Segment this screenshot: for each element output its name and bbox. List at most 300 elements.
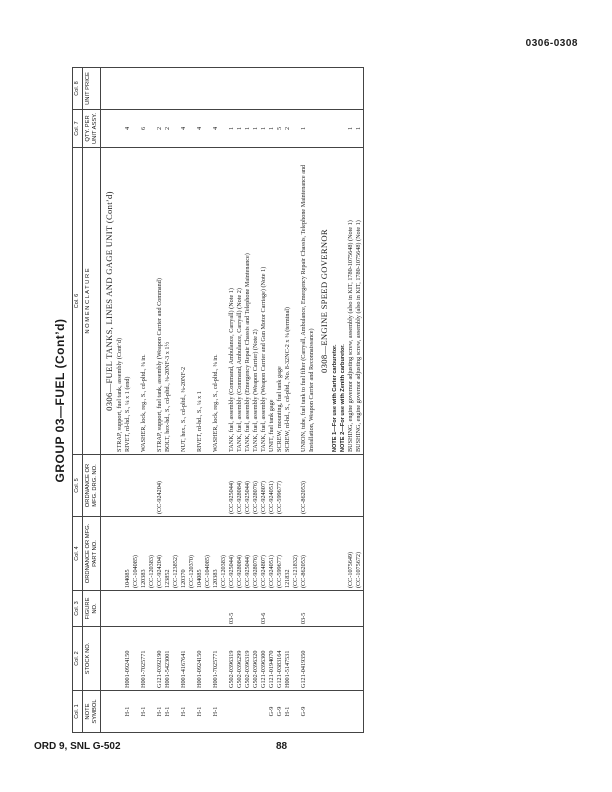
figure-no (212, 591, 220, 627)
stock-no (172, 627, 180, 691)
nomenclature (284, 148, 292, 455)
figure-no (156, 591, 164, 627)
unit-price (188, 68, 196, 110)
drawing-no: (CC-924051) (268, 455, 276, 517)
nomenclature (140, 148, 148, 455)
item-description: TANK, fuel, assembly (Weapon Carrier and Gun Motor Carriage) (Note 1) (260, 266, 267, 452)
figure-no (188, 591, 196, 627)
drawing-no (316, 455, 331, 517)
stock-no (204, 627, 212, 691)
stock-no: G502-0396320 (252, 627, 260, 691)
table-row (244, 68, 252, 733)
unit-price (300, 68, 316, 110)
unit-price (260, 68, 268, 110)
note-symbol: H-1 (284, 691, 292, 733)
drawing-no (124, 455, 132, 517)
quantity: 1 (236, 110, 244, 148)
table-row (140, 68, 148, 733)
note-symbol (220, 691, 228, 733)
section-heading: 0308—ENGINE SPEED GOVERNOR (319, 229, 329, 373)
stock-no: G502-0396319 (244, 627, 252, 691)
note-symbol: G-9 (300, 691, 316, 733)
figure-no (204, 591, 212, 627)
part-no: 104085 (196, 517, 204, 591)
quantity: 1 (355, 110, 364, 148)
note-symbol: G-9 (276, 691, 284, 733)
note-symbol (132, 691, 140, 733)
drawing-no (101, 455, 117, 517)
note-symbol (331, 691, 339, 733)
unit-price (228, 68, 236, 110)
note-row (331, 68, 339, 733)
note-symbol (244, 691, 252, 733)
item-description: BOLT, hex-hd., S., cd-pltd., ⅜-20NF-3 x 1½ (164, 341, 171, 452)
note-symbol: H-1 (164, 691, 172, 733)
unit-price (355, 68, 364, 110)
column-header-1 (73, 691, 101, 733)
note-symbol (347, 691, 355, 733)
part-no (316, 517, 331, 591)
drawing-no (172, 455, 180, 517)
table-row (116, 68, 124, 733)
quantity (204, 110, 212, 148)
stock-no: H001-5147531 (284, 627, 292, 691)
nomenclature (228, 148, 236, 455)
column-label: N O M E N C L A T U R E (85, 268, 91, 334)
drawing-no (204, 455, 212, 517)
table-row (252, 68, 260, 733)
unit-price (164, 68, 172, 110)
stock-no: H001-4167641 (180, 627, 188, 691)
quantity (101, 110, 117, 148)
nomenclature (300, 148, 316, 455)
quantity (292, 110, 300, 148)
section-row (101, 68, 117, 733)
drawing-no (212, 455, 220, 517)
figure-no (339, 591, 347, 627)
figure-no (140, 591, 148, 627)
drawing-no (116, 455, 124, 517)
part-no: (CC-120383) (148, 517, 156, 591)
part-no: 121832 (284, 517, 292, 591)
drawing-no (140, 455, 148, 517)
nomenclature (292, 148, 300, 455)
drawing-no: (CC-924204) (156, 455, 164, 517)
item-description: TANK, fuel, assembly (Emergency Repair Chassis and Telephone Maintenance) (244, 253, 251, 452)
quantity (220, 110, 228, 148)
figure-no (101, 591, 117, 627)
quantity: 1 (347, 110, 355, 148)
column-header-8 (73, 68, 101, 110)
part-no (101, 517, 117, 591)
unit-price (116, 68, 124, 110)
column-label: UNIT PRICE (85, 72, 91, 105)
figure-no (252, 591, 260, 627)
part-no: (CC-1075672) (355, 517, 364, 591)
column-number: Col. 8 (74, 68, 83, 109)
part-no: (CC-862053) (300, 517, 316, 591)
figure-no (148, 591, 156, 627)
table-row (220, 68, 228, 733)
part-no (339, 517, 347, 591)
column-header-2 (73, 627, 101, 691)
drawing-no (188, 455, 196, 517)
note-symbol (260, 691, 268, 733)
item-description: WASHER, lock, reg., S., cd-pltd., ⅜ in. (212, 354, 219, 452)
nomenclature (148, 148, 156, 455)
rotated-page-content (52, 68, 586, 733)
note-text: NOTE 2—For use with Zenith carburetor. (340, 344, 346, 452)
unit-price (268, 68, 276, 110)
part-no (331, 517, 339, 591)
drawing-no: (CC-599677) (276, 455, 284, 517)
note-symbol (172, 691, 180, 733)
quantity: 1 (260, 110, 268, 148)
nomenclature (260, 148, 268, 455)
note-symbol: G-9 (268, 691, 276, 733)
item-description: BUSHING, engine governor adjusting screw, assembly (also in KIT, 1780-1075648) (Note 1) (347, 220, 354, 452)
note-symbol (252, 691, 260, 733)
table-row (292, 68, 300, 733)
nomenclature (204, 148, 212, 455)
column-label: STOCK NO. (85, 642, 91, 675)
drawing-no (347, 455, 355, 517)
note-symbol: H-1 (140, 691, 148, 733)
figure-no (132, 591, 140, 627)
table-row (276, 68, 284, 733)
part-no: (CC-924051) (268, 517, 276, 591)
unit-price (124, 68, 132, 110)
unit-price (196, 68, 204, 110)
table-body (101, 68, 364, 733)
stock-no: G502-0396319 (228, 627, 236, 691)
drawing-no (180, 455, 188, 517)
quantity: 1 (252, 110, 260, 148)
table-row (148, 68, 156, 733)
page-code: 0306-0308 (525, 38, 578, 49)
stock-no (132, 627, 140, 691)
item-description: SCREW, rd-hd., S., cd-pltd., No. 8-32NC-2 x ⅜ (terminal) (284, 307, 291, 452)
quantity: 2 (156, 110, 164, 148)
unit-price (148, 68, 156, 110)
nomenclature (339, 148, 347, 455)
column-label: FIGURE NO. (85, 597, 98, 620)
table-row (284, 68, 292, 733)
part-no: (CC-924204) (156, 517, 164, 591)
part-no: (CC-599677) (276, 517, 284, 591)
unit-price (331, 68, 339, 110)
figure-no (220, 591, 228, 627)
quantity: 4 (124, 110, 132, 148)
nomenclature (220, 148, 228, 455)
table-row (300, 68, 316, 733)
figure-no: 03-5 (228, 591, 236, 627)
stock-no (220, 627, 228, 691)
item-description: WASHER, lock, reg., S., cd-pltd., ⅜ in. (140, 354, 147, 452)
note-symbol (316, 691, 331, 733)
drawing-no (331, 455, 339, 517)
unit-price (140, 68, 148, 110)
note-symbol: H-1 (212, 691, 220, 733)
quantity (188, 110, 196, 148)
unit-price (220, 68, 228, 110)
nomenclature (116, 148, 124, 455)
figure-no (268, 591, 276, 627)
part-no: (CC-104085) (132, 517, 140, 591)
nomenclature (355, 148, 364, 455)
figure-no (116, 591, 124, 627)
figure-no (196, 591, 204, 627)
publication-id: ORD 9, SNL G-502 (34, 741, 121, 752)
stock-no: H001-7025771 (140, 627, 148, 691)
figure-no (347, 591, 355, 627)
unit-price (292, 68, 300, 110)
unit-price (101, 68, 117, 110)
nomenclature (316, 148, 331, 455)
header-row (73, 68, 101, 733)
table-row (204, 68, 212, 733)
column-header-4 (73, 517, 101, 591)
table-row (164, 68, 172, 733)
column-label: ORDNANCE OR MFG. DRG. NO. (85, 463, 98, 508)
item-description: TANK, fuel, assembly (Weapon Carrier) (Note 2) (252, 329, 259, 452)
part-no: (CC-928084) (236, 517, 244, 591)
unit-price (236, 68, 244, 110)
table-row (132, 68, 140, 733)
figure-no: 03-6 (260, 591, 268, 627)
stock-no: G121-0392190 (156, 627, 164, 691)
part-no: (CC-104085) (204, 517, 212, 591)
stock-no: G121-0419350 (300, 627, 316, 691)
quantity: 5 (276, 110, 284, 148)
column-number: Col. 4 (74, 517, 83, 590)
nomenclature (212, 148, 220, 455)
part-no: (CC-121832) (292, 517, 300, 591)
quantity: 4 (196, 110, 204, 148)
nomenclature (236, 148, 244, 455)
part-no: (CC-925044) (244, 517, 252, 591)
table-row (212, 68, 220, 733)
quantity (331, 110, 339, 148)
drawing-no (284, 455, 292, 517)
drawing-no (220, 455, 228, 517)
figure-no (292, 591, 300, 627)
unit-price (132, 68, 140, 110)
quantity (132, 110, 140, 148)
unit-price (276, 68, 284, 110)
nomenclature (188, 148, 196, 455)
unit-price (339, 68, 347, 110)
unit-price (172, 68, 180, 110)
item-description: RIVET, rd-hd., S., ¼ x 1 (end) (124, 376, 131, 452)
quantity: 1 (228, 110, 236, 148)
column-label: ORDNANCE OR MFG. PART NO. (85, 523, 98, 584)
quantity: 1 (244, 110, 252, 148)
table-row (172, 68, 180, 733)
stock-no (188, 627, 196, 691)
quantity: 6 (140, 110, 148, 148)
part-no: (CC-120383) (220, 517, 228, 591)
part-no: (CC-925044) (228, 517, 236, 591)
table-row (355, 68, 364, 733)
table-row (196, 68, 204, 733)
nomenclature (124, 148, 132, 455)
item-description: TANK, fuel, assembly (Command, Ambulance, Carryall) (Note 1) (228, 288, 235, 452)
nomenclature (331, 148, 339, 455)
quantity (316, 110, 331, 148)
note-symbol (101, 691, 117, 733)
drawing-no (292, 455, 300, 517)
stock-no (347, 627, 355, 691)
column-label: QTY. PER UNIT ASSY. (85, 112, 98, 145)
stock-no: H001-0924150 (196, 627, 204, 691)
table-row (236, 68, 244, 733)
part-no: 120370 (180, 517, 188, 591)
unit-price (244, 68, 252, 110)
table-row (180, 68, 188, 733)
nomenclature (268, 148, 276, 455)
item-description: UNION, tube, fuel tank to fuel filter (Carryall, Ambulance, Emergency Repair Chassis, Telephone Maintenance and Installation, Weapon Carrier and Reconnaissance) (300, 164, 315, 452)
part-no (116, 517, 124, 591)
quantity: 4 (212, 110, 220, 148)
drawing-no (339, 455, 347, 517)
note-symbol (148, 691, 156, 733)
drawing-no (355, 455, 364, 517)
figure-no (276, 591, 284, 627)
drawing-no: (CC-925044) (228, 455, 236, 517)
nomenclature (276, 148, 284, 455)
part-no: (CC-123852) (172, 517, 180, 591)
nomenclature (101, 148, 117, 455)
unit-price (316, 68, 331, 110)
note-text: NOTE 1—For use with Carter carburetor. (332, 344, 338, 452)
stock-no: H001-0924150 (124, 627, 132, 691)
stock-no: H001-5423001 (164, 627, 172, 691)
nomenclature (156, 148, 164, 455)
nomenclature (172, 148, 180, 455)
column-label: NOTE SYMBOL (85, 699, 98, 724)
figure-no (180, 591, 188, 627)
figure-no (331, 591, 339, 627)
section-heading: 0306—FUEL TANKS, LINES AND GAGE UNIT (Cont’d) (104, 191, 114, 411)
section-row (316, 68, 331, 733)
figure-no (355, 591, 364, 627)
quantity (339, 110, 347, 148)
drawing-no: (CC-862053) (300, 455, 316, 517)
unit-price (252, 68, 260, 110)
unit-price (212, 68, 220, 110)
stock-no (116, 627, 124, 691)
stock-no (148, 627, 156, 691)
nomenclature (196, 148, 204, 455)
column-number: Col. 2 (74, 627, 83, 690)
stock-no (339, 627, 347, 691)
item-description: BUSHING, engine governor adjusting screw, assembly (also in KIT, 1780-1075648) (Note 1) (355, 220, 362, 452)
note-symbol (292, 691, 300, 733)
quantity (116, 110, 124, 148)
item-description: NUT, hex., S., cd-pltd., ⅜-20NF-2 (180, 366, 187, 452)
stock-no (292, 627, 300, 691)
nomenclature (252, 148, 260, 455)
nomenclature (164, 148, 172, 455)
table-row (188, 68, 196, 733)
figure-no (316, 591, 331, 627)
table-row (268, 68, 276, 733)
figure-no: 03-5 (300, 591, 316, 627)
drawing-no (196, 455, 204, 517)
nomenclature (132, 148, 140, 455)
parts-list-table (72, 67, 364, 733)
column-number: Col. 3 (74, 591, 83, 626)
nomenclature (180, 148, 188, 455)
item-description: RIVET, rd-hd., S., ¼ x 1 (196, 391, 203, 452)
table-row (124, 68, 132, 733)
table-row (260, 68, 268, 733)
quantity: 2 (284, 110, 292, 148)
note-symbol: H-1 (124, 691, 132, 733)
item-description: UNIT, fuel tank gage (268, 399, 275, 452)
note-symbol (188, 691, 196, 733)
column-number: Col. 6 (74, 148, 83, 454)
quantity (172, 110, 180, 148)
figure-no (244, 591, 252, 627)
column-number: Col. 5 (74, 455, 83, 516)
note-symbol (339, 691, 347, 733)
note-symbol: H-1 (180, 691, 188, 733)
unit-price (347, 68, 355, 110)
item-description: STRAP, support, fuel tank, assembly (Weapon Carrier and Command) (156, 278, 163, 452)
unit-price (284, 68, 292, 110)
table-row (347, 68, 355, 733)
part-no: (CC-928076) (252, 517, 260, 591)
part-no: (CC-1075649) (347, 517, 355, 591)
column-header-7 (73, 110, 101, 148)
drawing-no: (CC-928084) (236, 455, 244, 517)
item-description: SCREW, mounting, fuel tank gage (276, 366, 283, 452)
drawing-no (164, 455, 172, 517)
figure-no (164, 591, 172, 627)
figure-no (124, 591, 132, 627)
table-row (228, 68, 236, 733)
figure-no (284, 591, 292, 627)
note-row (339, 68, 347, 733)
note-symbol (116, 691, 124, 733)
figure-no (236, 591, 244, 627)
quantity: 1 (268, 110, 276, 148)
part-no: 120383 (212, 517, 220, 591)
part-no: 120383 (140, 517, 148, 591)
item-description: STRAP, support, fuel tank, assembly (Cont’d) (116, 337, 123, 452)
quantity: 1 (300, 110, 316, 148)
quantity (148, 110, 156, 148)
column-number: Col. 1 (74, 691, 83, 732)
part-no: 123852 (164, 517, 172, 591)
stock-no: H001-7025771 (212, 627, 220, 691)
nomenclature (244, 148, 252, 455)
stock-no (331, 627, 339, 691)
stock-no: G121-0194070 (268, 627, 276, 691)
column-header-6 (73, 148, 101, 455)
stock-no: G121-0383164 (276, 627, 284, 691)
note-symbol: H-1 (196, 691, 204, 733)
stock-no (355, 627, 364, 691)
column-header-3 (73, 591, 101, 627)
part-no: (CC-120370) (188, 517, 196, 591)
nomenclature (347, 148, 355, 455)
drawing-no: (CC-928076) (252, 455, 260, 517)
drawing-no: (CC-924807) (260, 455, 268, 517)
group-title: GROUP 03—FUEL (Cont’d) (53, 318, 67, 483)
